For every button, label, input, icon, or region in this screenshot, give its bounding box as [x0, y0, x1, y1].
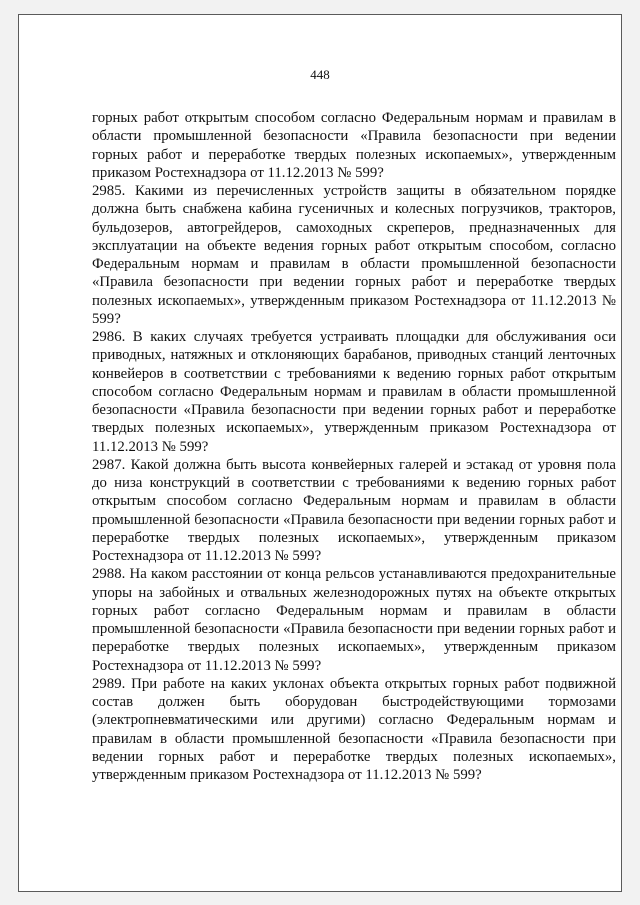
page-number: 448 [310, 67, 330, 82]
question-2985: 2985. Какими из перечисленных устройств защиты в обязательном порядке должна быть снабжена кабина гусеничных и колесных погрузчиков, тракторов, бульдозеров, автогрейдеров, самоходных скреперов, предназначенных для эксплуатации на объекте ведения горных работ открытым способом, согласно Федеральным нормам и правилам в области промышленной безопасности «Правила безопасности при ведении горных работ и переработке твердых полезных ископаемых», утвержденным приказом Ростехнадзора от 11.12.2013 № 599? [92, 183, 616, 327]
page-content [92, 109, 616, 784]
question-2986: 2986. В каких случаях требуется устраивать площадки для обслуживания оси приводных, натяжных и отклоняющих барабанов, приводных станций ленточных конвейеров в соответствии с требованиями к ведению горных работ открытым способом согласно Федеральным нормам и правилам в области промышленной безопасности «Правила безопасности при ведении горных работ и переработке твердых полезных ископаемых», утвержденным приказом Ростехнадзора от 11.12.2013 № 599? [92, 329, 616, 455]
question-2988: 2988. На каком расстоянии от конца рельсов устанавливаются предохранительные упоры на забойных и отвальных железнодорожных путях на объекте открытых горных работ согласно Федеральным нормам и правилам в области промышленной безопасности «Правила безопасности при ведении горных работ и переработке твердых полезных ископаемых», утвержденным приказом Ростехнадзора от 11.12.2013 № 599? [92, 566, 616, 674]
question-2987: 2987. Какой должна быть высота конвейерных галерей и эстакад от уровня пола до низа конструкций в соответствии с требованиями к ведению горных работ открытым способом согласно Федеральным нормам и правилам в области промышленной безопасности «Правила безопасности при ведении горных работ и переработке твердых полезных ископаемых», утвержденным приказом Ростехнадзора от 11.12.2013 № 599? [92, 456, 616, 564]
question-2989: 2989. При работе на каких уклонах объекта открытых горных работ подвижной состав должен быть оборудован быстродействующими тормозами (электропневматическими или другими) согласно Федеральным нормам и правилам в области промышленной безопасности «Правила безопасности при ведении горных работ и переработке твердых полезных ископаемых», утвержденным приказом Ростехнадзора от 11.12.2013 № 599? [92, 675, 616, 783]
paragraph-continuation: горных работ открытым способом согласно Федеральным нормам и правилам в области промышленной безопасности «Правила безопасности при ведении горных работ и переработке твердых полезных ископаемых», утвержденным приказом Ростехнадзора от 11.12.2013 № 599? [92, 110, 616, 181]
document-page [18, 14, 622, 892]
